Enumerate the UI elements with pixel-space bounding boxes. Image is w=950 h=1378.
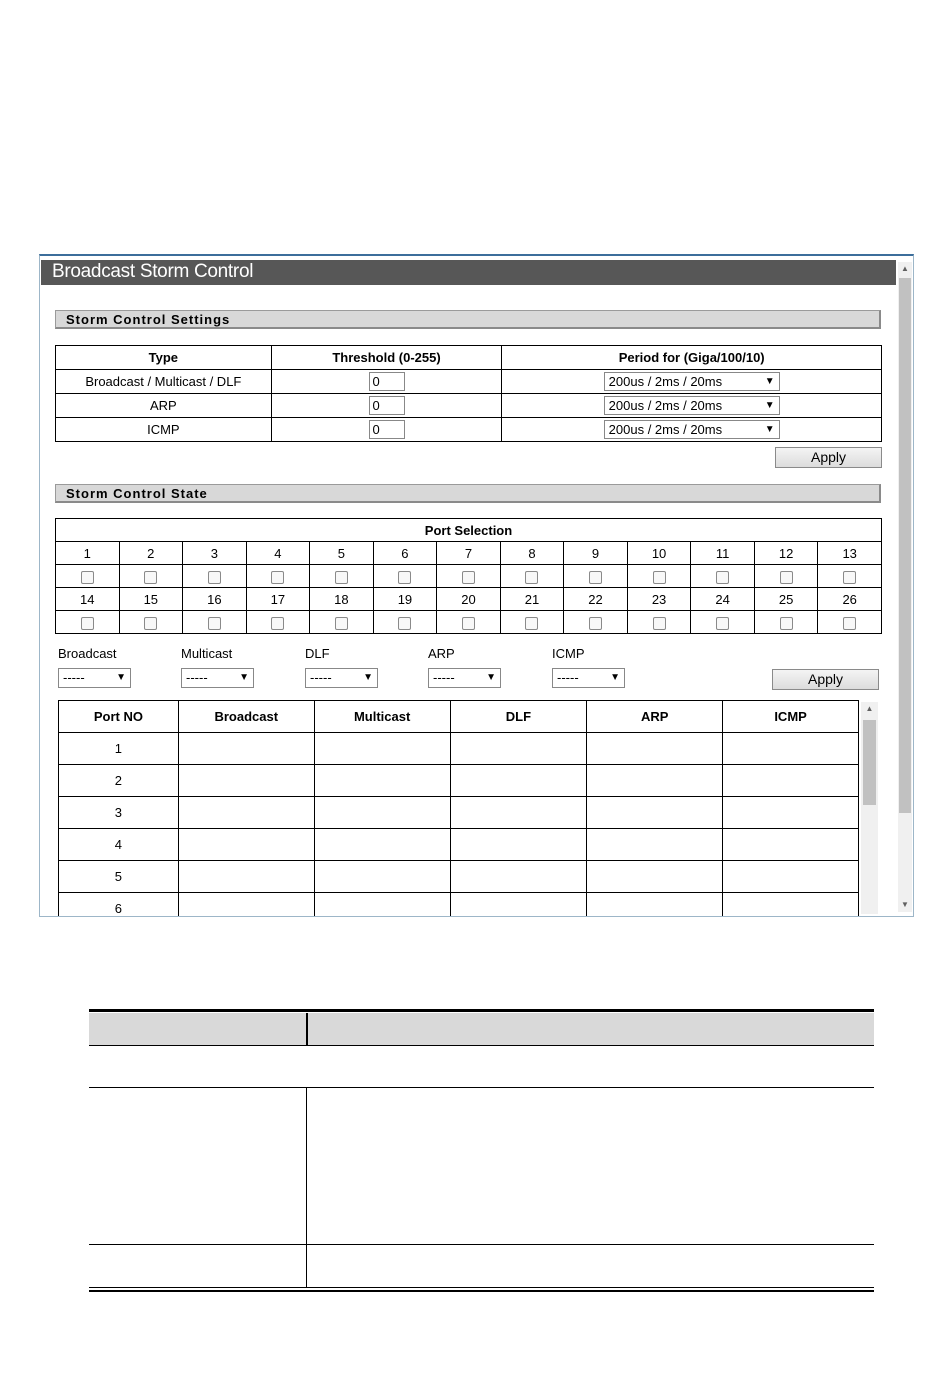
port-checkbox-cell [56,565,120,588]
port-checkbox-cell [56,611,120,634]
port-checkbox-cell [564,565,628,588]
period-cell [502,394,882,418]
port-checkbox[interactable] [653,571,666,584]
port-label: 10 [627,542,691,565]
port-checkbox[interactable] [398,617,411,630]
dropdown-arrow-icon: ▼ [764,400,775,411]
status-cell [178,861,314,893]
port-label: 13 [818,542,882,565]
dropdown-arrow-icon: ▼ [363,672,373,683]
status-column-header: ICMP [723,701,859,733]
doc-table-rule [89,1244,874,1245]
port-checkbox-cell [437,611,501,634]
dropdown-arrow-icon: ▼ [239,672,249,683]
status-cell [587,765,723,797]
port-label: 4 [246,542,310,565]
status-cell [450,765,587,797]
status-cell [178,797,314,829]
port-checkbox[interactable] [462,617,475,630]
port-checkbox[interactable] [589,617,602,630]
filter-label-arp: ARP [428,646,455,661]
scroll-up-icon[interactable]: ▲ [865,704,874,713]
port-checkbox[interactable] [716,571,729,584]
port-number-cell: 6 [59,893,179,918]
status-cell [450,893,587,918]
port-label: 19 [373,588,437,611]
scroll-down-icon[interactable]: ▼ [901,900,909,909]
port-number-cell: 1 [59,733,179,765]
port-checkbox-cell [500,611,564,634]
dropdown-arrow-icon: ▼ [764,424,775,435]
port-checkbox[interactable] [81,617,94,630]
status-cell [450,733,587,765]
status-cell [723,893,859,918]
port-label: 11 [691,542,755,565]
port-label: 17 [246,588,310,611]
header-threshold: Threshold (0-255) [271,346,502,370]
header-type: Type [56,346,272,370]
port-checkbox-cell [818,611,882,634]
port-label: 24 [691,588,755,611]
type-label: ICMP [56,418,272,442]
port-label: 23 [627,588,691,611]
status-cell [587,733,723,765]
settings-row-arp [56,394,882,418]
port-checkbox-cell [437,565,501,588]
status-cell [314,861,450,893]
port-checkbox-cell [310,611,374,634]
scroll-thumb[interactable] [899,278,911,813]
status-header-row [59,701,859,733]
header-period: Period for (Giga/100/10) [502,346,882,370]
port-label: 5 [310,542,374,565]
status-cell [723,861,859,893]
port-number-cell: 5 [59,861,179,893]
status-cell [178,893,314,918]
port-checkbox[interactable] [843,571,856,584]
port-checkbox-cell [691,565,755,588]
ports-row2-checks [56,611,882,634]
status-table-scrollbar[interactable] [861,702,878,914]
port-checkbox[interactable] [653,617,666,630]
status-cell [723,797,859,829]
status-column-header: ARP [587,701,723,733]
port-checkbox-cell [183,611,247,634]
settings-row-icmp [56,418,882,442]
filter-select-multicast[interactable] [181,668,254,688]
port-label: 20 [437,588,501,611]
status-cell [314,797,450,829]
port-label: 8 [500,542,564,565]
doc-table-rule [89,1045,874,1046]
port-label: 14 [56,588,120,611]
port-checkbox-cell [246,565,310,588]
status-cell [314,733,450,765]
doc-table-bottom-rule [89,1287,874,1288]
port-number-cell: 3 [59,797,179,829]
port-checkbox[interactable] [589,571,602,584]
filter-select-broadcast[interactable] [58,668,131,688]
port-label: 2 [119,542,183,565]
title-bar [41,260,896,285]
settings-row-bcast [56,370,882,394]
port-checkbox-cell [691,611,755,634]
period-select-icmp[interactable] [604,420,780,439]
port-label: 26 [818,588,882,611]
status-cell [587,829,723,861]
filter-label-icmp: ICMP [552,646,585,661]
scroll-thumb[interactable] [863,720,876,805]
port-checkbox-cell [183,565,247,588]
port-checkbox-cell [246,611,310,634]
port-number-cell: 4 [59,829,179,861]
port-checkbox[interactable] [271,617,284,630]
port-checkbox-cell [754,565,818,588]
window-scrollbar[interactable] [898,262,912,912]
state-section-header [55,484,881,503]
port-checkbox-cell [119,611,183,634]
filter-select-arp[interactable] [428,668,501,688]
period-value: 200us / 2ms / 20ms [608,398,723,413]
threshold-input-bcast[interactable]: 0 [369,372,405,391]
table-row [59,829,859,861]
status-cell [587,893,723,918]
status-cell [178,829,314,861]
settings-table [55,345,882,442]
status-column-header: Port NO [59,701,179,733]
table-row [59,733,859,765]
doc-table-header [89,1013,874,1045]
period-cell [502,370,882,394]
scroll-up-icon[interactable]: ▲ [901,264,909,273]
period-value: 200us / 2ms / 20ms [608,374,723,389]
port-checkbox[interactable] [525,617,538,630]
dropdown-arrow-icon: ▼ [610,672,620,683]
settings-section-header [55,310,881,329]
port-label: 16 [183,588,247,611]
threshold-input-arp[interactable]: 0 [369,396,405,415]
status-cell [450,829,587,861]
settings-section-title: Storm Control Settings [66,312,231,327]
doc-table-bottom-rule [89,1290,874,1292]
period-value: 200us / 2ms / 20ms [608,422,723,437]
ports-row1-checks [56,565,882,588]
port-checkbox[interactable] [208,571,221,584]
doc-table-top-rule [89,1009,874,1012]
port-checkbox-cell [627,611,691,634]
port-checkbox[interactable] [144,571,157,584]
state-section-title: Storm Control State [66,486,208,501]
period-cell [502,418,882,442]
status-cell [178,765,314,797]
status-cell [450,861,587,893]
type-label: ARP [56,394,272,418]
filter-value: ----- [186,670,208,685]
port-label: 15 [119,588,183,611]
port-label: 3 [183,542,247,565]
filter-label-multicast: Multicast [181,646,233,661]
table-row [59,797,859,829]
port-checkbox[interactable] [335,617,348,630]
status-cell [314,829,450,861]
port-checkbox[interactable] [716,617,729,630]
filter-value: ----- [310,670,332,685]
port-label: 9 [564,542,628,565]
port-checkbox[interactable] [208,617,221,630]
port-label: 7 [437,542,501,565]
status-cell [314,893,450,918]
storm-control-window [39,254,914,917]
dropdown-arrow-icon: ▼ [116,672,126,683]
port-checkbox[interactable] [81,571,94,584]
ports-row2-labels [56,588,882,611]
period-select-arp[interactable] [604,396,780,415]
port-checkbox-cell [119,565,183,588]
period-select-bcast[interactable] [604,372,780,391]
filter-value: ----- [557,670,579,685]
status-column-header: Broadcast [178,701,314,733]
port-label: 21 [500,588,564,611]
status-column-header: Multicast [314,701,450,733]
filter-label-dlf: DLF [305,646,330,661]
filter-value: ----- [63,670,85,685]
table-row [59,861,859,893]
port-label: 22 [564,588,628,611]
doc-table-rule [89,1087,874,1088]
status-cell [314,765,450,797]
port-checkbox[interactable] [843,617,856,630]
status-cell [587,861,723,893]
port-checkbox[interactable] [398,571,411,584]
filter-select-dlf[interactable] [305,668,378,688]
settings-header-row [56,346,882,370]
status-column-header: DLF [450,701,587,733]
port-checkbox-cell [564,611,628,634]
table-row [59,765,859,797]
filter-select-icmp[interactable] [552,668,625,688]
type-label: Broadcast / Multicast / DLF [56,370,272,394]
port-label: 25 [754,588,818,611]
port-label: 12 [754,542,818,565]
threshold-input-icmp[interactable]: 0 [369,420,405,439]
port-selection-table [55,518,882,634]
status-cell [178,733,314,765]
state-apply-button[interactable]: Apply [772,669,879,690]
port-checkbox[interactable] [462,571,475,584]
port-checkbox-cell [818,565,882,588]
settings-apply-button[interactable]: Apply [775,447,882,468]
port-number-cell: 2 [59,765,179,797]
window-title: Broadcast Storm Control [52,261,254,282]
port-selection-label: Port Selection [56,519,882,542]
port-checkbox-cell [627,565,691,588]
port-checkbox[interactable] [525,571,538,584]
threshold-cell [271,418,502,442]
status-table-viewport [58,700,879,917]
status-cell [450,797,587,829]
port-selection-header-row [56,519,882,542]
threshold-cell [271,370,502,394]
dropdown-arrow-icon: ▼ [764,376,775,387]
table-row [59,893,859,918]
port-checkbox[interactable] [144,617,157,630]
status-table [58,700,859,917]
filter-value: ----- [433,670,455,685]
doc-header-divider [306,1013,308,1045]
port-checkbox[interactable] [271,571,284,584]
threshold-cell [271,394,502,418]
dropdown-arrow-icon: ▼ [486,672,496,683]
port-checkbox-cell [373,565,437,588]
port-label: 6 [373,542,437,565]
status-cell [587,797,723,829]
port-checkbox[interactable] [780,571,793,584]
status-cell [723,765,859,797]
ports-row1-labels [56,542,882,565]
status-cell [723,829,859,861]
filter-label-broadcast: Broadcast [58,646,117,661]
doc-column-divider [306,1087,307,1287]
port-label: 18 [310,588,374,611]
port-checkbox[interactable] [335,571,348,584]
status-cell [723,733,859,765]
port-checkbox-cell [754,611,818,634]
port-checkbox[interactable] [780,617,793,630]
port-checkbox-cell [500,565,564,588]
port-label: 1 [56,542,120,565]
port-checkbox-cell [373,611,437,634]
port-checkbox-cell [310,565,374,588]
